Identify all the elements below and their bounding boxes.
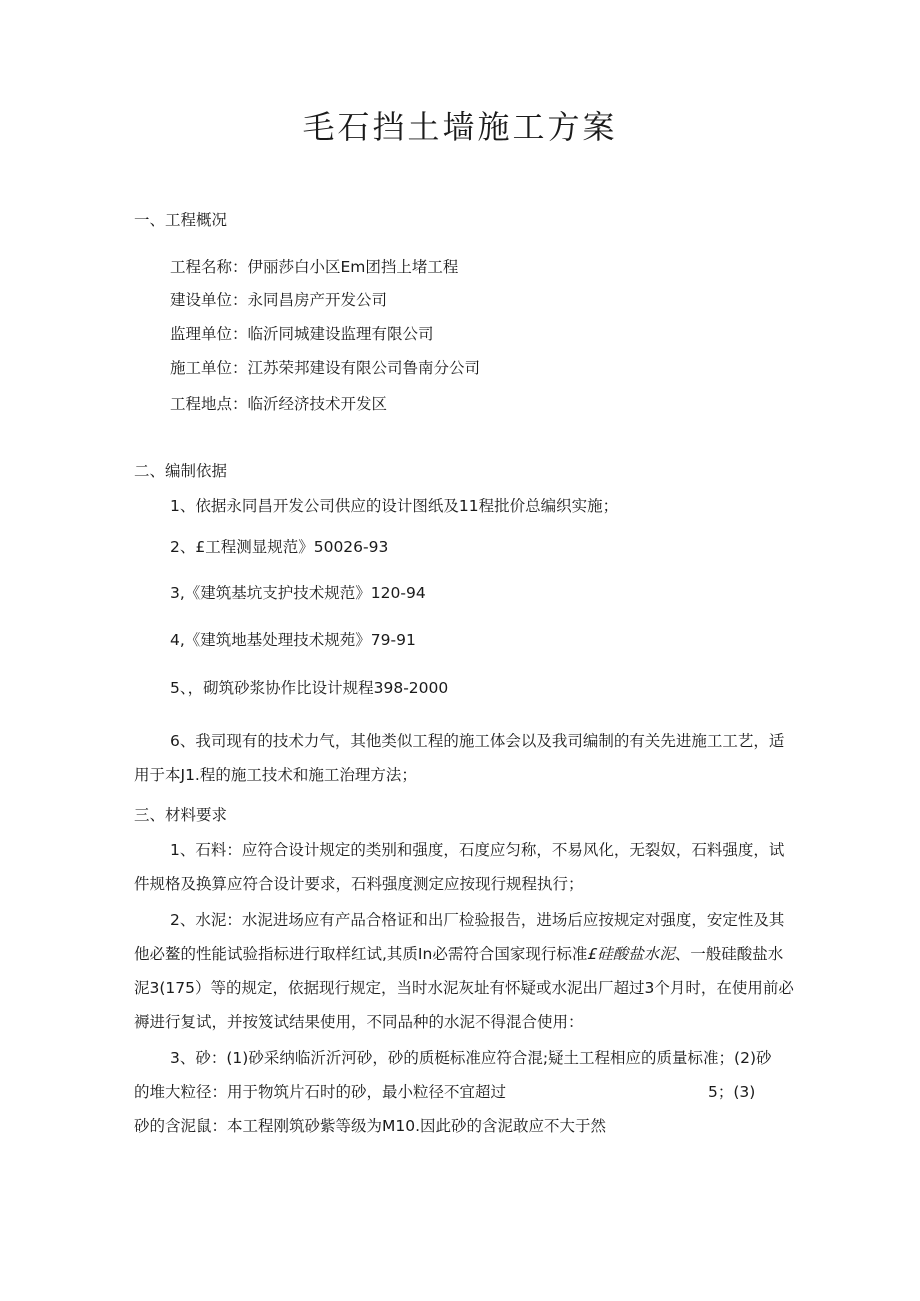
document-title: 毛石挡土墙施工方案 — [302, 108, 618, 146]
project-name: 工程名称：伊丽莎白小区Em团挡上堵工程 — [170, 258, 459, 276]
stone-line-2: 件规格及换算应符合设计要求，石料强度测定应按现行规程执行； — [134, 875, 584, 893]
stone-line-1: 1、石料：应符合设计规定的类别和强度，石度应匀称，不易风化，无裂奴，石料强度，试 — [170, 841, 785, 859]
cement-line-1: 2、水泥：水泥进场应有产品合格证和出厂检验报告，进场后应按规定对强度，安定性及其 — [170, 911, 785, 929]
basis-item-6-line-2: 用于本J1.程的施工技术和施工治理方法； — [134, 766, 417, 784]
basis-item-2: 2、£工程测显规范》50026-93 — [170, 538, 389, 556]
cement-line-3: 泥3(175）等的规定，依据现行规定，当时水泥灰址有怀疑或水泥出厂超过3个月时，在使用前必 — [134, 979, 794, 997]
cement-line-4: 褥进行复试，并按笈试结果使用，不同品种的水泥不得混合使用： — [134, 1013, 584, 1031]
project-location: 工程地点：临沂经济技术开发区 — [170, 395, 388, 413]
section-heading-basis: 二、编制依据 — [134, 462, 228, 480]
basis-item-4: 4,《建筑地基处理技术规苑》79-91 — [170, 631, 416, 649]
cement-line-2c: 、一般硅酸盐水 — [674, 945, 784, 963]
supervision-unit: 监理单位：临沂同城建设监理有限公司 — [170, 325, 434, 343]
cement-standard-ref: £硅酸盐水泥 — [587, 945, 675, 963]
basis-item-3: 3,《建筑基坑支护技术规范》120-94 — [170, 584, 426, 602]
sand-line-1: 3、砂：(1)砂采纳临沂沂河砂，砂的质梃标准应符合混;疑土工程相应的质量标准；(2)砂 — [170, 1049, 772, 1067]
construction-unit: 建设单位：永同昌房产开发公司 — [170, 291, 388, 309]
cement-line-2a: 他必鳌的性能试验指标进行取样红试,其质In必需符合国家现行标准 — [134, 945, 588, 963]
basis-item-1: 1、依据永同昌开发公司供应的设计图纸及11程批价总编织实施； — [170, 497, 619, 515]
cement-line-2 — [134, 944, 783, 964]
sand-line-2: 的堆大粒径：用于物筑片石时的砂，最小粒径不宜超过 — [134, 1083, 507, 1101]
sand-line-3: 砂的含泥鼠：本工程刚筑砂紫等级为M10.因此砂的含泥敢应不大于然 — [134, 1117, 607, 1135]
basis-item-5: 5、，砌筑砂浆协作比设计规程398-2000 — [170, 679, 449, 697]
sand-line-2-tail: 5；(3) — [708, 1083, 756, 1101]
basis-item-6-line-1: 6、我司现有的技术力气，其他类似工程的施工体会以及我司编制的有关先进施工工艺，适 — [170, 732, 785, 750]
section-heading-materials: 三、材料要求 — [134, 806, 228, 824]
section-heading-overview: 一、工程概况 — [134, 211, 228, 229]
contractor-unit: 施工单位：江苏荣邦建设有限公司鲁南分公司 — [170, 359, 481, 377]
